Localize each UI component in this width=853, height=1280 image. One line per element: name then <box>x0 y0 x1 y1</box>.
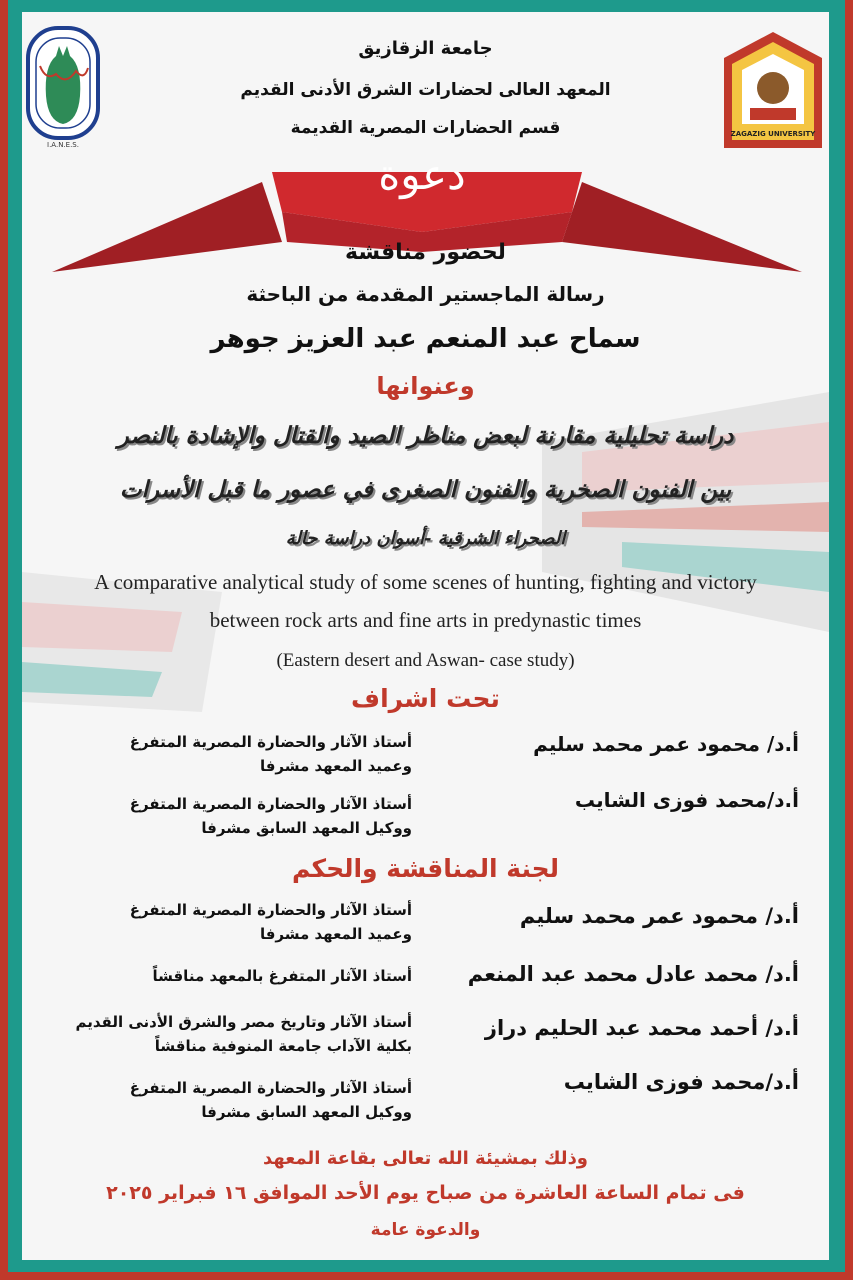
university-name: جامعة الزقازيق <box>358 38 493 59</box>
institute-name: المعهد العالى لحضارات الشرق الأدنى القديم <box>240 80 611 100</box>
arabic-title-line-3: الصحراء الشرقية -أسوان دراسة حالة <box>285 528 566 549</box>
committee-member-2-title: أستاذ الآثار المتفرغ بالمعهد مناقشاً <box>152 967 412 985</box>
committee-member-4-name: أ.د/محمد فوزى الشايب <box>563 1070 799 1094</box>
supervision-heading: تحت اشراف <box>351 684 500 713</box>
committee-member-4-title: أستاذ الآثار والحضارة المصرية المتفرغ ووكيل المعهد السابق مشرفا <box>129 1079 412 1121</box>
committee-member-2-name: أ.د/ محمد عادل محمد عبد المنعم <box>467 962 799 986</box>
public-invitation-text: والدعوة عامة <box>370 1220 481 1240</box>
committee-member-3-title: أستاذ الآثار وتاريخ مصر والشرق الأدنى القديم بكلية الآداب جامعة المنوفية مناقشاً <box>75 1013 412 1055</box>
arabic-title-line-2: بين الفنون الصخرية والفنون الصغرى في عصور ما قبل الأسرات <box>119 476 732 503</box>
invitation-word: دعوة <box>378 150 466 199</box>
supervisor-1-title: أستاذ الآثار والحضارة المصرية المتفرغ وعميد المعهد مشرفا <box>129 733 412 775</box>
supervisor-1-name: أ.د/ محمود عمر محمد سليم <box>533 732 799 756</box>
thesis-intro: رسالة الماجستير المقدمة من الباحثة <box>246 282 605 306</box>
researcher-name: سماح عبد المنعم عبد العزيز جوهر <box>210 324 641 354</box>
committee-member-1-title: أستاذ الآثار والحضارة المصرية المتفرغ وعميد المعهد مشرفا <box>129 901 412 943</box>
english-title-line-3: (Eastern desert and Aswan- case study) <box>276 650 575 671</box>
date-time-text: فى تمام الساعة العاشرة من صباح يوم الأحد الموافق ١٦ فبراير ٢٠٢٥ <box>106 1182 745 1204</box>
invitation-card <box>22 12 829 1260</box>
supervisor-2-title: أستاذ الآثار والحضارة المصرية المتفرغ ووكيل المعهد السابق مشرفا <box>129 795 412 837</box>
english-title-line-2: between rock arts and fine arts in predynastic times <box>209 608 642 632</box>
svg-text:ZAGAZIG UNIVERSITY: ZAGAZIG UNIVERSITY <box>730 130 816 138</box>
committee-member-3-name: أ.د/ أحمد محمد عبد الحليم دراز <box>484 1016 799 1040</box>
arabic-title-line-1: دراسة تحليلية مقارنة لبعض مناظر الصيد والقتال والإشادة بالنصر <box>117 422 734 449</box>
attend-discussion: لحضور مناقشة <box>345 240 506 265</box>
title-label: وعنوانها <box>376 372 475 400</box>
venue-text: وذلك بمشيئة الله تعالى بقاعة المعهد <box>263 1148 588 1169</box>
department-name: قسم الحضارات المصرية القديمة <box>290 118 561 138</box>
english-title-line-1: A comparative analytical study of some scenes of hunting, fighting and victory <box>94 570 757 594</box>
committee-member-1-name: أ.د/ محمود عمر محمد سليم <box>519 904 799 928</box>
svg-text:I.A.N.E.S.: I.A.N.E.S. <box>47 141 79 149</box>
supervisor-2-name: أ.د/محمد فوزى الشايب <box>574 788 799 812</box>
committee-heading: لجنة المناقشة والحكم <box>291 854 560 883</box>
